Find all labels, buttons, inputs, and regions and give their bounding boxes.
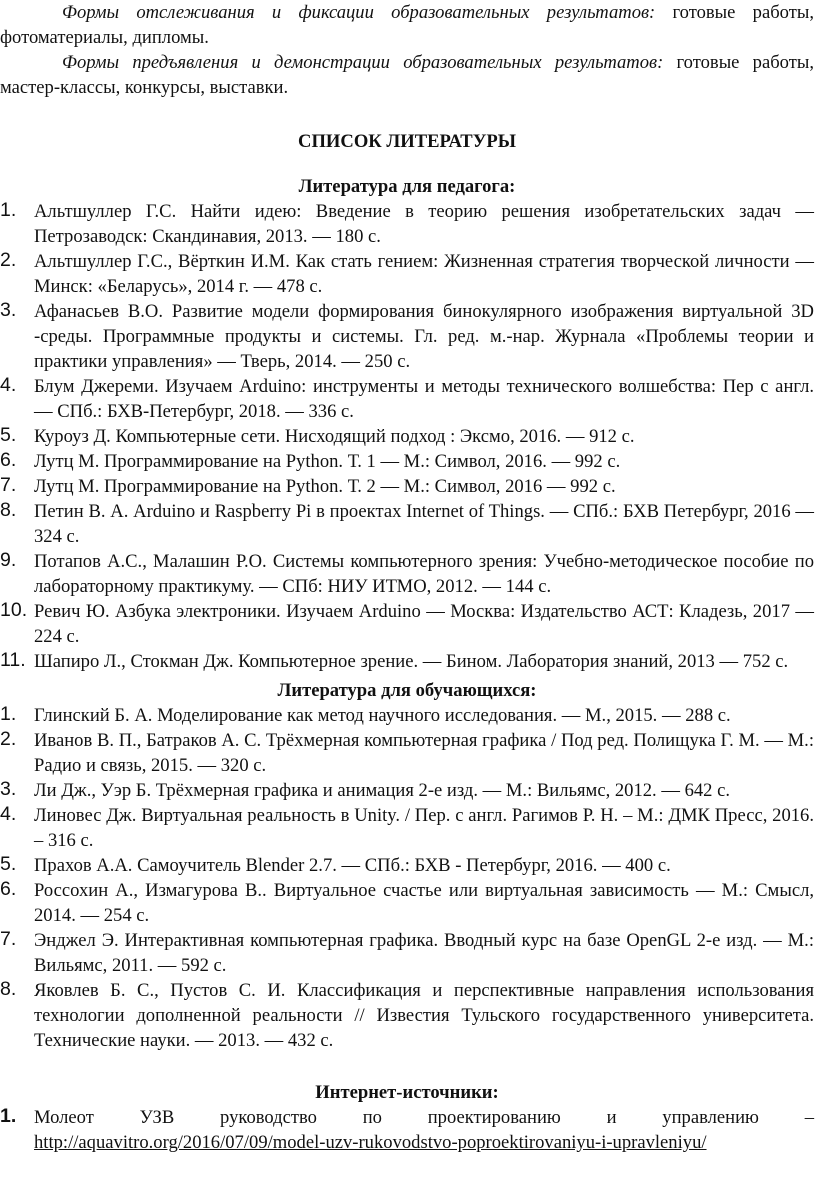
item-text: Глинский Б. А. Моделирование как метод научного исследования. — М., 2015. — 288 с. <box>34 705 731 726</box>
item-word: руководство <box>220 1107 317 1128</box>
item-word: проектированию <box>427 1107 561 1128</box>
item-text: Блум Джереми. Изучаем Arduino: инструменты и методы технического волшебства: Пер с англ. — СПб.: БХВ-Петербург, 2018. — 336 с. <box>34 376 814 422</box>
item-word: по <box>362 1107 382 1128</box>
item-text: Ревич Ю. Азбука электроники. Изучаем Arduino — Москва: Издательство АСТ: Кладезь, 2017 — 224 с. <box>34 601 814 647</box>
item-number: 3. <box>0 299 17 321</box>
list-item <box>0 449 814 474</box>
student-literature-heading: Литература для обучающихся: <box>277 680 537 701</box>
list-item <box>0 549 814 599</box>
list-item <box>0 928 814 978</box>
item-text: Петин В. А. Arduino и Raspberry Pi в проектах Internet of Things. — СПб.: БХВ Петербург, 2016 — 324 с. <box>34 501 814 547</box>
list-item <box>0 199 814 249</box>
item-word: Молеот <box>34 1107 94 1128</box>
list-item <box>0 599 814 649</box>
list-item <box>0 249 814 299</box>
references-title: СПИСОК ЛИТЕРАТУРЫ <box>298 131 516 152</box>
item-number: 8. <box>0 499 17 521</box>
item-text: Лутц М. Программирование на Python. Т. 1 — М.: Символ, 2016. — 992 с. <box>34 451 621 472</box>
item-text: Ли Дж., Уэр Б. Трёхмерная графика и анимация 2-е изд. — М.: Вильямс, 2012. — 642 с. <box>34 780 731 801</box>
list-item <box>0 703 814 728</box>
student-literature-list <box>0 703 814 1053</box>
item-number: 4. <box>0 374 17 396</box>
item-text: Яковлев Б. С., Пустов С. И. Классификация и перспективные направления использования технологии дополненной реальности // Известия Тульского государственного университета. Технические науки. — 2013. — 432 с. <box>34 980 814 1051</box>
item-text: Куроуз Д. Компьютерные сети. Нисходящий подход : Эксмо, 2016. — 912 с. <box>34 426 635 447</box>
item-number: 5. <box>0 424 17 446</box>
intro-text-presentation: готовые работы, мастер-классы, конкурсы, выставки. <box>0 52 814 98</box>
intro-section <box>0 0 814 100</box>
item-number: 4. <box>0 803 17 825</box>
item-word: УЗВ <box>139 1107 175 1128</box>
item-text: Иванов В. П., Батраков А. С. Трёхмерная компьютерная графика / Под ред. Полищука Г. М. — М.: Радио и связь, 2015. — 320 с. <box>34 730 814 776</box>
item-number: 3. <box>0 778 17 800</box>
list-item <box>0 978 814 1053</box>
item-number: 6. <box>0 878 17 900</box>
item-number: 9. <box>0 549 17 571</box>
item-number: 7. <box>0 474 17 496</box>
item-number: 7. <box>0 928 17 950</box>
list-item <box>0 374 814 424</box>
list-item <box>0 649 814 674</box>
item-text: Лутц М. Программирование на Python. Т. 2 — М.: Символ, 2016 — 992 с. <box>34 476 616 497</box>
item-text: Россохин А., Измагурова В.. Виртуальное счастье или виртуальная зависимость — М.: Смысл, 2014. — 254 с. <box>34 880 814 926</box>
intro-paragraph-tracking <box>0 0 814 50</box>
source-link[interactable]: http://aquavitro.org/2016/07/09/model-uzv-rukovodstvo-poproektirovaniyu-i-upravleniyu/ <box>34 1132 707 1153</box>
internet-sources-heading: Интернет-источники: <box>315 1082 499 1103</box>
item-number: 2. <box>0 728 17 750</box>
item-number: 1. <box>0 199 17 221</box>
teacher-literature-list <box>0 199 814 674</box>
intro-paragraph-presentation <box>0 50 814 100</box>
item-text: Линовес Дж. Виртуальная реальность в Unity. / Пер. с англ. Рагимов Р. Н. – М.: ДМК Пресс, 2016. – 316 с. <box>34 805 814 851</box>
intro-label-tracking: Формы отслеживания и фиксации образовательных результатов: <box>62 2 656 23</box>
list-item <box>0 778 814 803</box>
intro-label-presentation: Формы предъявления и демонстрации образовательных результатов: <box>62 52 664 73</box>
list-item <box>0 803 814 853</box>
item-number: 5. <box>0 853 17 875</box>
item-title <box>34 1105 814 1130</box>
item-word: и <box>606 1107 617 1128</box>
list-item <box>0 424 814 449</box>
item-word: управлению <box>662 1107 759 1128</box>
list-item <box>0 878 814 928</box>
list-item <box>0 1105 814 1155</box>
item-text: Афанасьев В.О. Развитие модели формирования бинокулярного изображения виртуальной 3D -среды. Программные продукты и системы. Гл. ред. м.-нар. Журнала «Проблемы теории и практики управления» — Тверь, 2014. — 250 с. <box>34 301 814 372</box>
item-number: 6. <box>0 449 17 471</box>
list-item <box>0 728 814 778</box>
intro-text-tracking: готовые работы, фотоматериалы, дипломы. <box>0 2 814 48</box>
item-text: Прахов А.А. Самоучитель Blender 2.7. — СПб.: БХВ - Петербург, 2016. — 400 с. <box>34 855 671 876</box>
internet-sources-list <box>0 1105 814 1155</box>
teacher-literature-heading: Литература для педагога: <box>298 176 516 197</box>
item-number: 1. <box>0 703 17 725</box>
list-item <box>0 853 814 878</box>
item-text: Энджел Э. Интерактивная компьютерная графика. Вводный курс на базе OpenGL 2-е изд. — М.: Вильямс, 2011. — 592 с. <box>34 930 814 976</box>
item-word: – <box>804 1107 814 1128</box>
item-number: 11. <box>0 649 26 671</box>
list-item <box>0 499 814 549</box>
list-item <box>0 299 814 374</box>
item-number: 10. <box>0 599 28 621</box>
item-text: Альтшуллер Г.С., Вёрткин И.М. Как стать гением: Жизненная стратегия творческой личности — Минск: «Беларусь», 2014 г. — 478 с. <box>34 251 814 297</box>
item-number: 1. <box>0 1105 17 1127</box>
item-text: Альтшуллер Г.С. Найти идею: Введение в теорию решения изобретательских задач — Петрозаводск: Скандинавия, 2013. — 180 с. <box>34 201 814 247</box>
item-number: 8. <box>0 978 17 1000</box>
list-item <box>0 474 814 499</box>
item-text: Шапиро Л., Стокман Дж. Компьютерное зрение. — Бином. Лаборатория знаний, 2013 — 752 с. <box>34 651 789 672</box>
item-number: 2. <box>0 249 17 271</box>
item-text: Потапов А.С., Малашин Р.О. Системы компьютерного зрения: Учебно-методическое пособие по лабораторному практикуму. — СПб: НИУ ИТМО, 2012. — 144 с. <box>34 551 814 597</box>
